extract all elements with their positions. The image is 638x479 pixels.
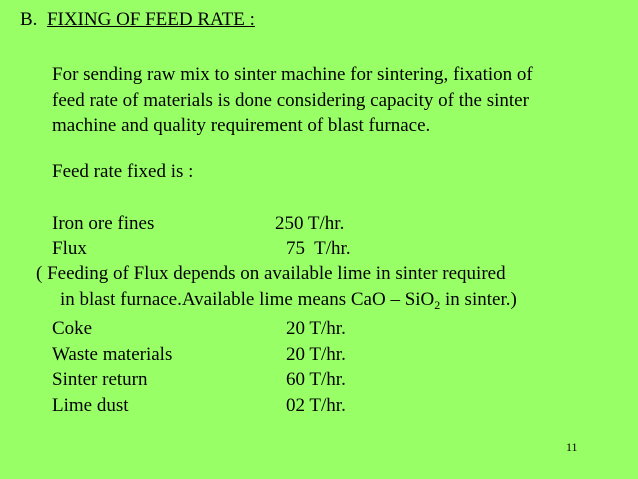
- section-heading: [20, 9, 255, 31]
- intro-line: machine and quality requirement of blast furnace.: [52, 115, 431, 136]
- item-value: 60 T/hr.: [286, 369, 346, 390]
- section-letter: B.: [20, 9, 38, 30]
- item-value: 250 T/hr.: [275, 213, 345, 234]
- item-value: 20 T/hr.: [286, 318, 346, 339]
- intro-line: For sending raw mix to sinter machine for sintering, fixation of: [52, 64, 533, 85]
- intro-paragraph: [52, 62, 612, 139]
- item-value: 02 T/hr.: [286, 395, 346, 416]
- item-name: Flux: [52, 238, 87, 259]
- item-name: Coke: [52, 318, 93, 339]
- item-value: 75 T/hr.: [286, 238, 351, 259]
- item-name: Sinter return: [52, 369, 148, 390]
- feed-rate-label: Feed rate fixed is :: [52, 161, 194, 182]
- page-number: 11: [566, 440, 578, 454]
- intro-line: feed rate of materials is done considering capacity of the sinter: [52, 89, 529, 111]
- item-name: Lime dust: [52, 395, 129, 416]
- item-name: Iron ore fines: [52, 213, 155, 234]
- section-title: FIXING OF FEED RATE :: [46, 9, 255, 30]
- item-name: Waste materials: [52, 344, 173, 365]
- flux-note-line: ( Feeding of Flux depends on available lime in sinter required: [36, 263, 506, 284]
- flux-note-line: [60, 289, 517, 311]
- flux-note-text: in sinter.): [440, 289, 517, 310]
- subscript: 2: [434, 298, 441, 312]
- item-value: 20 T/hr.: [286, 344, 346, 365]
- flux-note-text: in blast furnace.Available lime means CaO – SiO: [60, 289, 435, 310]
